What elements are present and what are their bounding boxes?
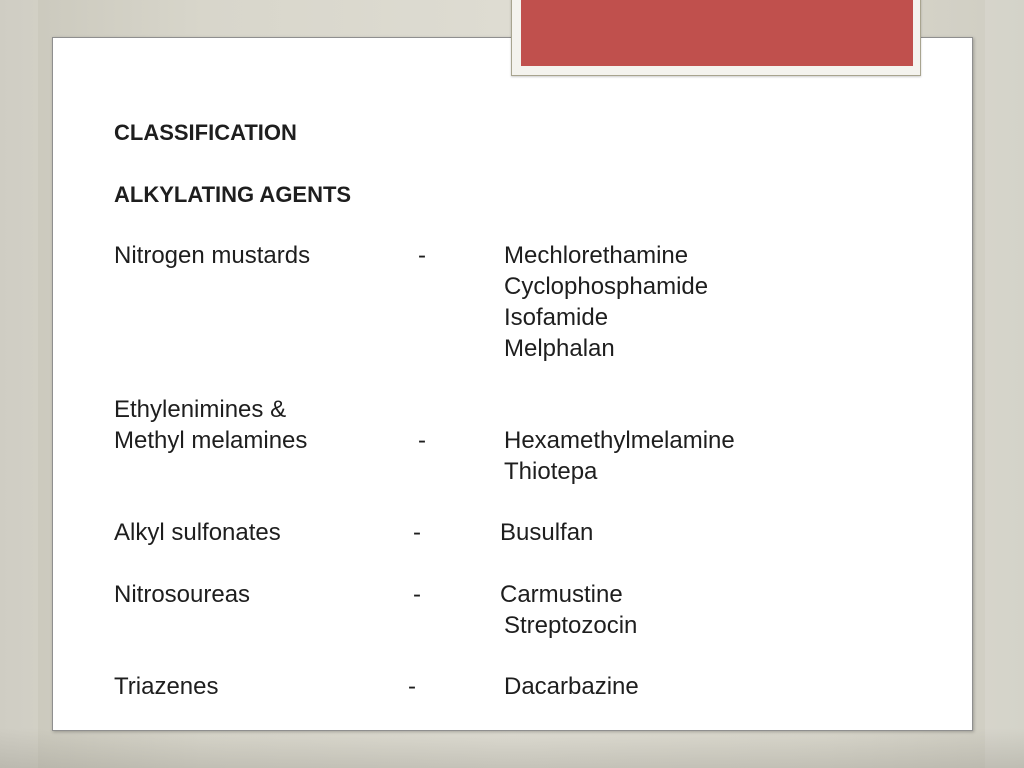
drug-name: Mechlorethamine	[504, 242, 689, 269]
category-label: Alkyl sulfonates	[114, 519, 281, 546]
separator-dash: -	[413, 581, 421, 608]
slide-subheading: ALKYLATING AGENTS	[114, 182, 352, 207]
category-label: Methyl melamines	[114, 427, 308, 454]
drug-name: Cyclophosphamide	[504, 273, 709, 300]
separator-dash: -	[408, 673, 416, 700]
drug-name: Isofamide	[504, 304, 609, 331]
drug-name: Hexamethylmelamine	[504, 427, 735, 454]
drug-name: Dacarbazine	[504, 673, 639, 700]
category-label: Nitrogen mustards	[114, 242, 311, 269]
slide-panel	[52, 37, 973, 731]
separator-dash: -	[418, 242, 426, 269]
drug-name: Streptozocin	[504, 612, 638, 639]
separator-dash: -	[413, 519, 421, 546]
category-label: Nitrosoureas	[114, 581, 251, 608]
category-label: Ethylenimines &	[114, 396, 287, 423]
category-label: Triazenes	[114, 673, 219, 700]
background-floor	[0, 728, 1024, 768]
drug-name: Thiotepa	[504, 458, 598, 485]
separator-dash: -	[418, 427, 426, 454]
drug-name: Melphalan	[504, 335, 615, 362]
slide-content	[53, 38, 972, 730]
title-accent-bar	[521, 0, 913, 66]
background-stripe	[985, 0, 1024, 768]
background-stripe	[0, 0, 38, 768]
slide-heading: CLASSIFICATION	[114, 120, 297, 145]
drug-name: Carmustine	[500, 581, 623, 608]
drug-name: Busulfan	[500, 519, 594, 546]
